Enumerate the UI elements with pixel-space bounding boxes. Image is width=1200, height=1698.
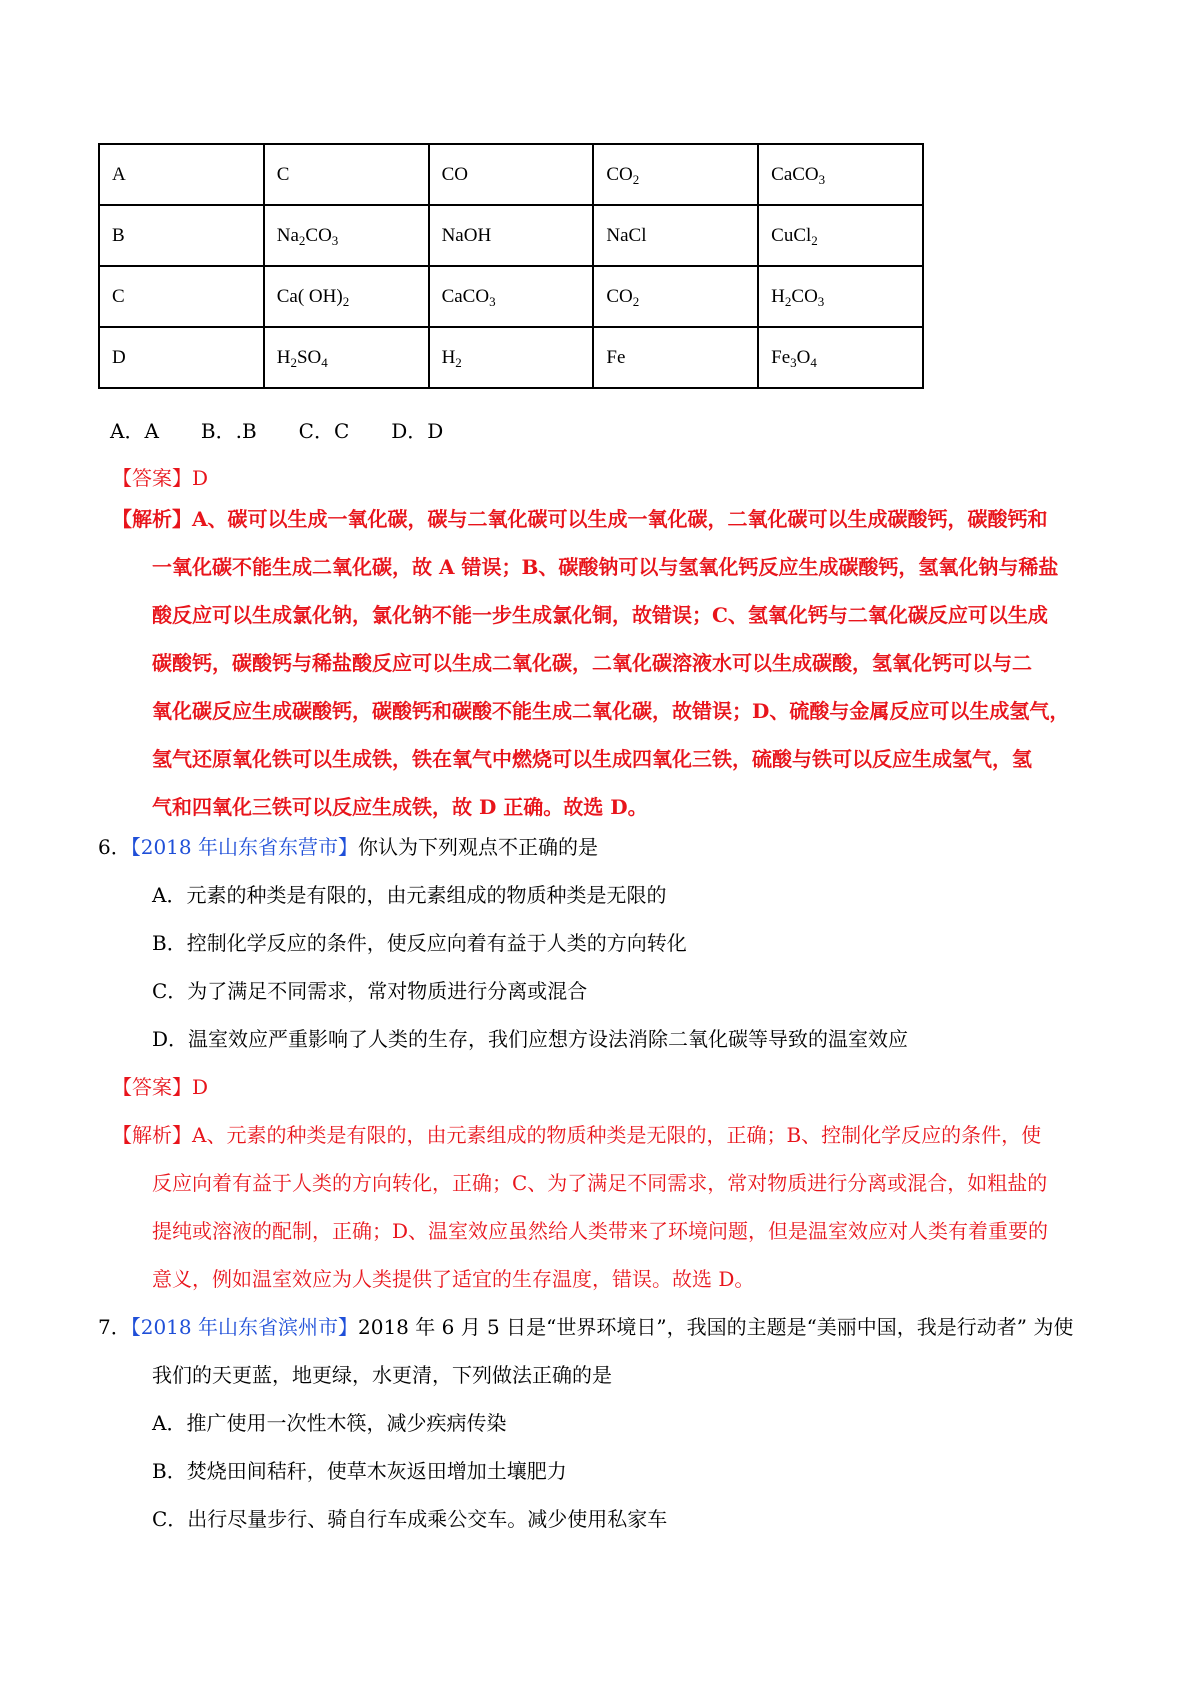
formula-cell: $H_2CO_3$ [758, 266, 923, 327]
q6-number: 6． [98, 835, 131, 859]
formula-cell: NaOH [429, 205, 594, 266]
formula-cell: CaCO$_3$ [758, 144, 923, 205]
q5-analysis-line-3: 酸反应可以生成氯化钠，氯化钠不能一步生成氯化铜，故错误；C、氢氧化钙与二氧化碳反应可以生成 [152, 603, 1048, 627]
formula-cell: CaCO$_3$ [429, 266, 594, 327]
formula-cell: C [264, 144, 429, 205]
option-letter-cell: A [99, 144, 264, 205]
q5-analysis-line-5: 氧化碳反应生成碳酸钙，碳酸钙和碳酸不能生成二氧化碳，故错误；D、硫酸与金属反应可以生成氢气， [152, 699, 1070, 723]
q6-analysis-line-2: 反应向着有益于人类的方向转化，正确；C、为了满足不同需求，常对物质进行分离或混合，如粗盐的 [152, 1171, 1048, 1195]
formula-cell: NaCl [593, 205, 758, 266]
q7-option-b: B．焚烧田间秸秆，使草木灰返田增加土壤肥力 [152, 1459, 567, 1483]
q5-answer-value: D [192, 466, 209, 490]
q5-analysis-line-2: 一氧化碳不能生成二氧化碳，故 A 错误；B、碳酸钠可以与氢氧化钙反应生成碳酸钙，氢氧化钠与稀盐 [152, 555, 1059, 579]
q5-option-b: B．.B [200, 419, 257, 443]
q5-option-a: A．A [110, 419, 159, 443]
q6-answer-label: 【答案】 [112, 1075, 192, 1099]
q6-option-d: D．温室效应严重影响了人类的生存，我们应想方设法消除二氧化碳等导致的温室效应 [152, 1027, 909, 1051]
q6-option-b: B．控制化学反应的条件，使反应向着有益于人类的方向转化 [152, 931, 687, 955]
formula-cell: CuCl$_2$ [758, 205, 923, 266]
formula-cell: Ca( $OH)_2$ [264, 266, 429, 327]
q5-option-c: C．C [298, 419, 350, 443]
formula-cell: $Fe_3O_4$ [758, 327, 923, 388]
q7-stem-line-2: 我们的天更蓝，地更绿，水更清，下列做法正确的是 [152, 1363, 612, 1387]
q6-option-c: C．为了满足不同需求，常对物质进行分离或混合 [152, 979, 588, 1003]
q5-analysis-line-1: 【解析】A、碳可以生成一氧化碳，碳与二氧化碳可以生成一氧化碳，二氧化碳可以生成碳酸钙，碳酸钙和 [112, 507, 1048, 531]
q6-analysis-label: 【解析】 [112, 1123, 192, 1147]
table-row [99, 266, 923, 327]
q7-option-a: A．推广使用一次性木筷，减少疾病传染 [152, 1411, 507, 1435]
option-letter-cell: B [99, 205, 264, 266]
q5-options [110, 418, 485, 444]
q7-source: 【2018 年山东省滨州市】 [130, 1315, 358, 1339]
q5-answer-label: 【答案】 [112, 466, 192, 490]
q6-answer-value: D [192, 1075, 209, 1099]
table-row [99, 144, 923, 205]
q6-analysis-line-3: 提纯或溶液的配制，正确；D、温室效应虽然给人类带来了环境问题，但是温室效应对人类有着重要的 [152, 1219, 1049, 1243]
table-row [99, 205, 923, 266]
q5-option-d: D．D [391, 419, 444, 443]
q6-answer [112, 1074, 208, 1100]
q5-answer [112, 465, 208, 491]
formula-cell: $Na_2CO_3$ [264, 205, 429, 266]
q6-source: 【2018 年山东省东营市】 [130, 835, 358, 859]
q7-stem-line-1: 2018 年 6 月 5 日是“世界环境日”，我国的主题是“美丽中国，我是行动者” 为使 [358, 1315, 1074, 1339]
q6-analysis-line-1: 【解析】A、元素的种类是有限的，由元素组成的物质种类是无限的，正确；B、控制化学反应的条件，使 [112, 1123, 1042, 1147]
q5-analysis-line-7: 气和四氧化三铁可以反应生成铁，故 D 正确。故选 D。 [152, 795, 648, 819]
q6-option-a: A．元素的种类是有限的，由元素组成的物质种类是无限的 [152, 883, 667, 907]
q6-analysis-line-4: 意义，例如温室效应为人类提供了适宜的生存温度，错误。故选 D。 [152, 1267, 755, 1291]
formula-cell: Fe [593, 327, 758, 388]
q7-number: 7． [98, 1315, 131, 1339]
q6-stem-text: 你认为下列观点不正确的是 [358, 835, 598, 859]
formula-cell: $H_2SO_4$ [264, 327, 429, 388]
formula-cell: $H_2$ [429, 327, 594, 388]
formula-cell: CO [429, 144, 594, 205]
formula-cell: $CO_2$ [593, 266, 758, 327]
q5-analysis-line-4: 碳酸钙，碳酸钙与稀盐酸反应可以生成二氧化碳，二氧化碳溶液水可以生成碳酸，氢氧化钙可以与二 [152, 651, 1032, 675]
table-row [99, 327, 923, 388]
option-letter-cell: D [99, 327, 264, 388]
q5-analysis-label: 【解析】 [112, 507, 192, 531]
formula-cell: $CO_2$ [593, 144, 758, 205]
option-letter-cell: C [99, 266, 264, 327]
q7-stem [98, 1314, 1073, 1340]
substance-table [98, 143, 924, 389]
q6-stem [98, 834, 598, 860]
q5-analysis-line-6: 氢气还原氧化铁可以生成铁，铁在氧气中燃烧可以生成四氧化三铁，硫酸与铁可以反应生成氢气，氢 [152, 747, 1032, 771]
q7-option-c: C．出行尽量步行、骑自行车成乘公交车。减少使用私家车 [152, 1507, 668, 1531]
